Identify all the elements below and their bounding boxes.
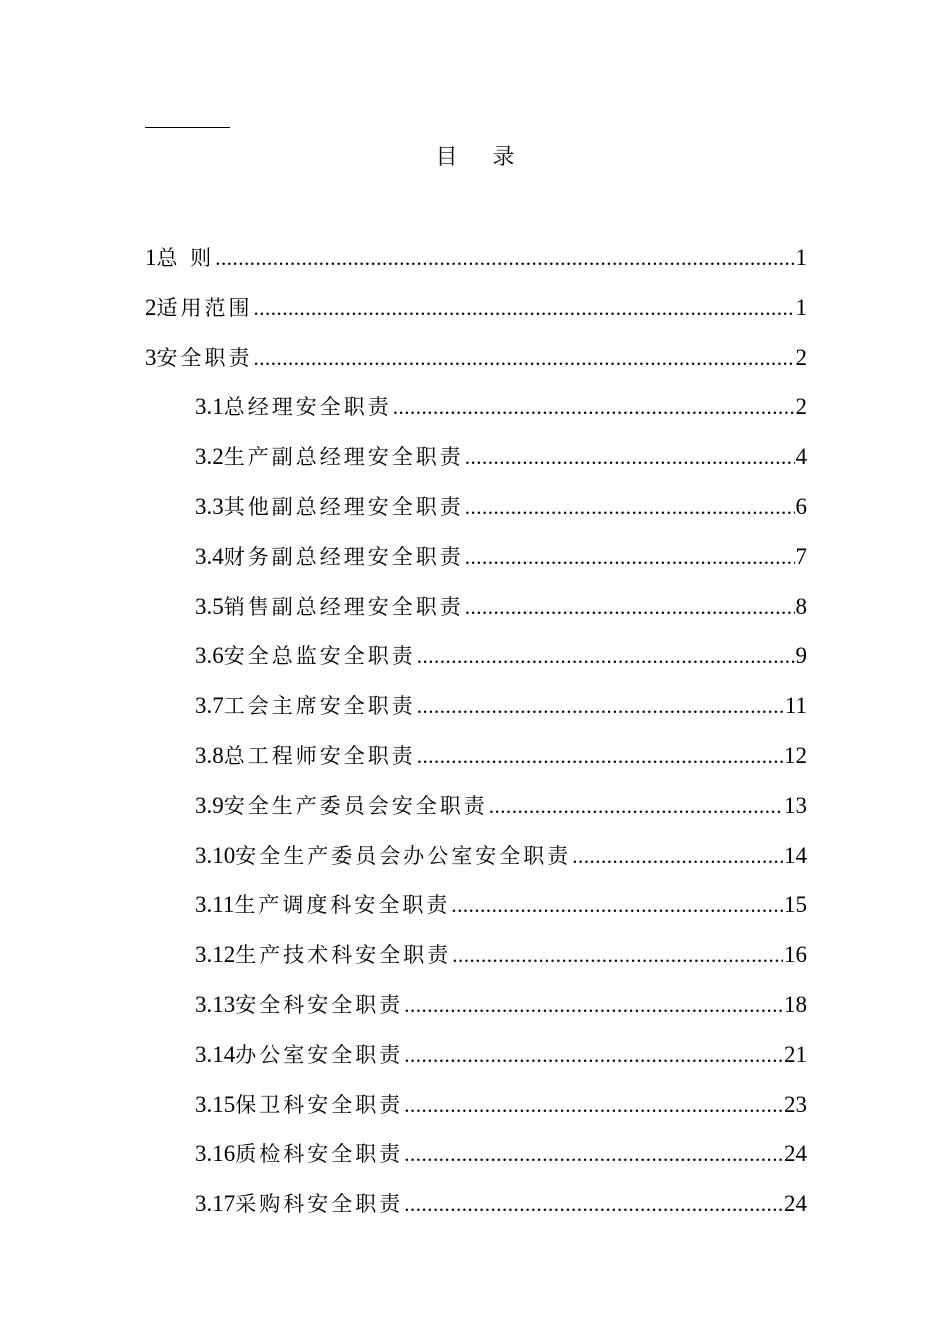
- toc-entry[interactable]: [145, 1134, 807, 1184]
- toc-dot-leader: [404, 1134, 783, 1174]
- toc-dot-leader: [404, 985, 783, 1025]
- toc-entry-page-number: 16: [784, 942, 807, 968]
- toc-entry-number: 3.1: [195, 394, 224, 420]
- toc-entry-number: 2: [145, 294, 157, 320]
- toc-entry-number: 3.16: [195, 1141, 236, 1167]
- toc-entry-label: 采购科安全职责: [235, 1192, 404, 1217]
- toc-entry-number: 3.2: [195, 444, 224, 470]
- toc-entry-page-number: 1: [795, 245, 807, 270]
- toc-dot-leader: [254, 338, 795, 378]
- toc-dot-leader: [404, 1184, 783, 1224]
- toc-entry-number: 3.12: [195, 942, 236, 968]
- toc-entry-label: 安全生产委员会办公室安全职责: [235, 843, 572, 868]
- toc-entry[interactable]: [145, 885, 807, 935]
- toc-entry-label: 销售副总经理安全职责: [223, 594, 464, 619]
- toc-dot-leader: [404, 1035, 783, 1075]
- toc-entry-label: 办公室安全职责: [235, 1042, 404, 1067]
- toc-entry-page-number: 2: [795, 394, 807, 420]
- toc-entry[interactable]: [145, 1085, 807, 1135]
- toc-entry[interactable]: [145, 288, 807, 338]
- toc-entry-page-number: 8: [795, 593, 807, 619]
- toc-dot-leader: [572, 836, 783, 876]
- toc-entry-label: 质检科安全职责: [235, 1142, 404, 1167]
- toc-dot-leader: [465, 487, 795, 527]
- toc-entry[interactable]: [145, 935, 807, 985]
- toc-entry-number: 3.8: [195, 742, 224, 768]
- toc-entry[interactable]: [145, 238, 807, 288]
- toc-title: 目 录: [435, 145, 529, 170]
- toc-entry-label: 适用范围: [156, 295, 253, 320]
- toc-entry-number: 1: [145, 245, 157, 270]
- toc-entry-label: 安全职责: [156, 345, 253, 370]
- toc-entry-number: 3.14: [195, 1041, 236, 1067]
- toc-dot-leader: [451, 885, 783, 925]
- toc-entry-number: 3.4: [195, 543, 224, 569]
- toc-dot-leader: [465, 537, 795, 577]
- toc-entry-page-number: 21: [784, 1041, 807, 1067]
- toc-entry-page-number: 13: [784, 792, 807, 818]
- toc-entry[interactable]: [145, 636, 807, 686]
- toc-dot-leader: [417, 736, 783, 776]
- header-rule: [145, 127, 230, 128]
- toc-entry-page-number: 14: [784, 842, 807, 868]
- toc-entry-label: 财务副总经理安全职责: [223, 544, 464, 569]
- toc-entry-number: 3.15: [195, 1091, 236, 1117]
- toc-dot-leader: [393, 387, 795, 427]
- toc-entry-label: 生产副总经理安全职责: [223, 445, 464, 470]
- toc-entry-page-number: 11: [784, 693, 807, 719]
- toc-entry-page-number: 24: [784, 1191, 807, 1217]
- toc-entry-page-number: 12: [784, 742, 807, 768]
- table-of-contents: [145, 238, 807, 1234]
- toc-entry-page-number: 4: [795, 444, 807, 470]
- toc-dot-leader: [452, 935, 783, 975]
- toc-entry-number: 3.11: [195, 892, 235, 918]
- toc-entry-label: 保卫科安全职责: [235, 1092, 404, 1117]
- toc-entry-label: 安全科安全职责: [235, 992, 404, 1017]
- toc-entry[interactable]: [145, 686, 807, 736]
- toc-entry[interactable]: [145, 786, 807, 836]
- toc-entry-label: 安全生产委员会安全职责: [223, 793, 488, 818]
- toc-entry-number: 3.6: [195, 643, 224, 669]
- toc-entry[interactable]: [145, 587, 807, 637]
- toc-entry-page-number: 7: [795, 543, 807, 569]
- toc-entry-label: 工会主席安全职责: [223, 694, 416, 719]
- toc-dot-leader: [465, 587, 795, 627]
- toc-entry-number: 3.9: [195, 792, 224, 818]
- toc-entry-number: 3.5: [195, 593, 224, 619]
- toc-entry-label: 生产调度科安全职责: [234, 893, 451, 918]
- toc-entry-number: 3.13: [195, 991, 236, 1017]
- toc-entry-page-number: 23: [784, 1091, 807, 1117]
- toc-entry[interactable]: [145, 437, 807, 487]
- toc-entry-page-number: 15: [784, 892, 807, 918]
- toc-dot-leader: [417, 686, 784, 726]
- toc-entry[interactable]: [145, 836, 807, 886]
- toc-entry-label: 总经理安全职责: [223, 395, 392, 420]
- toc-dot-leader: [417, 636, 795, 676]
- toc-dot-leader: [404, 1085, 783, 1125]
- toc-entry-label: 总工程师安全职责: [223, 743, 416, 768]
- toc-entry-label: 总 则: [156, 246, 215, 270]
- toc-entry[interactable]: [145, 736, 807, 786]
- toc-entry-label: 安全总监安全职责: [223, 644, 416, 669]
- toc-entry[interactable]: [145, 1035, 807, 1085]
- toc-dot-leader: [215, 238, 794, 278]
- toc-dot-leader: [489, 786, 783, 826]
- toc-entry-page-number: 9: [795, 643, 807, 669]
- toc-entry-label: 其他副总经理安全职责: [223, 494, 464, 519]
- toc-dot-leader: [465, 437, 795, 477]
- toc-entry-page-number: 24: [784, 1141, 807, 1167]
- toc-entry[interactable]: [145, 1184, 807, 1234]
- toc-entry-page-number: 18: [784, 991, 807, 1017]
- toc-entry-number: 3: [145, 344, 157, 370]
- toc-entry-label: 生产技术科安全职责: [235, 943, 452, 968]
- toc-entry-number: 3.10: [195, 842, 236, 868]
- toc-entry-number: 3.3: [195, 493, 224, 519]
- toc-entry[interactable]: [145, 537, 807, 587]
- toc-entry-number: 3.7: [195, 693, 224, 719]
- toc-entry-page-number: 6: [795, 493, 807, 519]
- toc-entry[interactable]: [145, 487, 807, 537]
- toc-entry-page-number: 2: [795, 344, 807, 370]
- toc-dot-leader: [254, 288, 795, 328]
- toc-entry[interactable]: [145, 387, 807, 437]
- toc-entry[interactable]: [145, 985, 807, 1035]
- toc-entry[interactable]: [145, 338, 807, 388]
- toc-entry-number: 3.17: [195, 1191, 236, 1217]
- toc-entry-page-number: 1: [795, 294, 807, 320]
